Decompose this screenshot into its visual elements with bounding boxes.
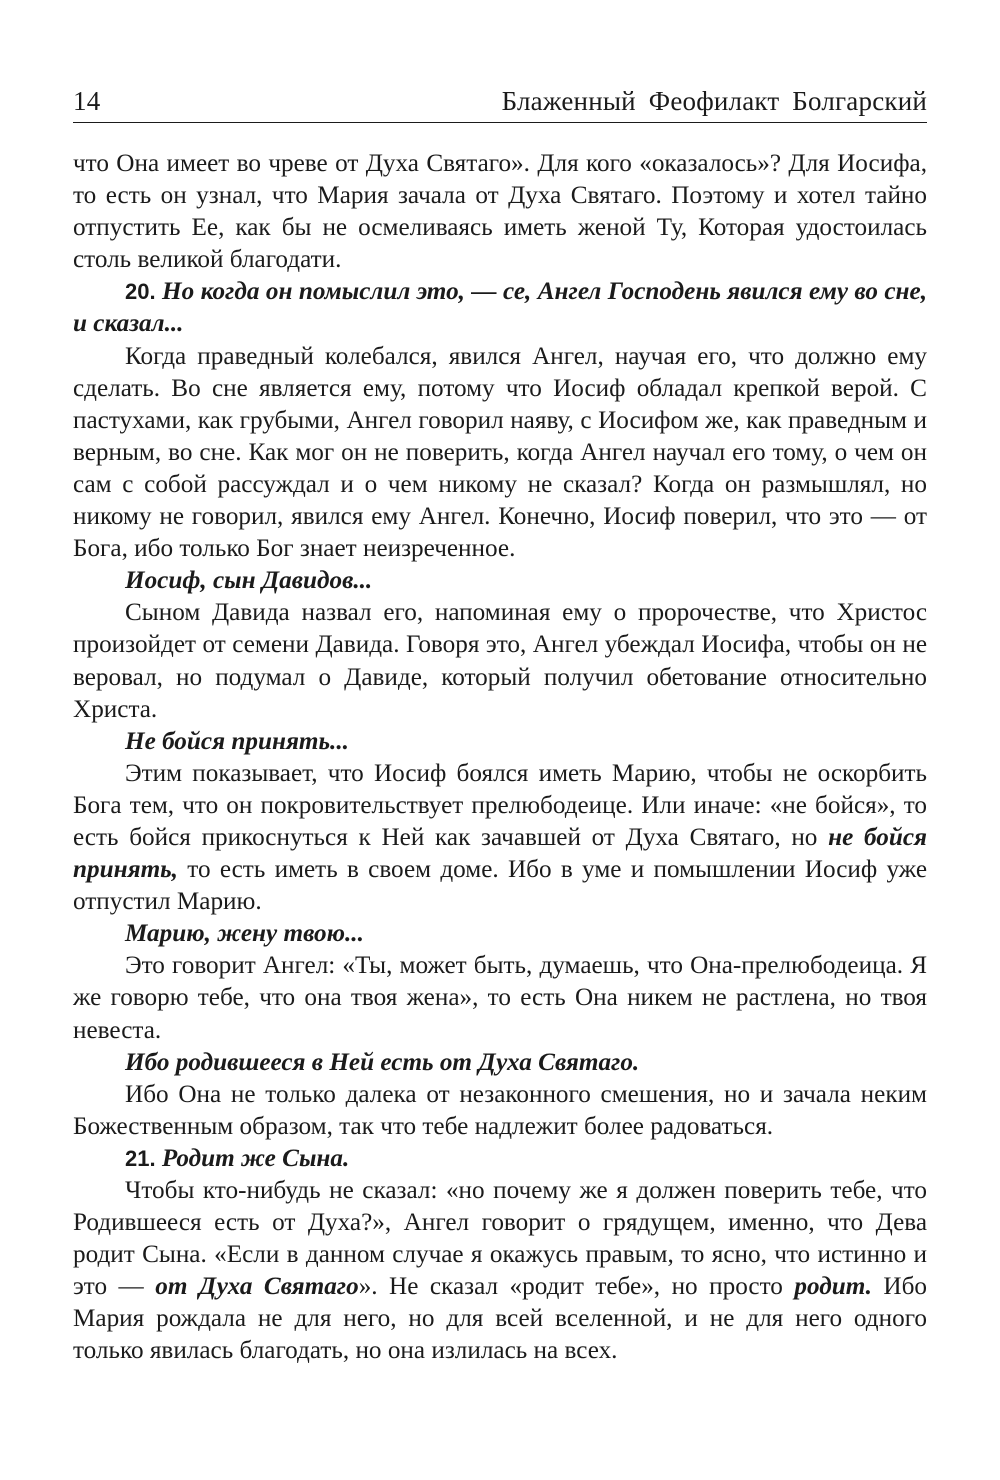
paragraph-4-part-a: Этим показывает, что Иосиф боялся иметь Марию, чтобы не оскорбить Бога тем, что он покровительствует прелюбодеице. Или иначе: «не бойся», то есть бойся прикоснуться к Ней как зачавшей от Духа Святаго, но [73, 759, 927, 851]
verse-21-text: Родит же Сына. [161, 1144, 350, 1172]
verse-21-lemma [73, 1143, 927, 1175]
paragraph-4-part-b: то есть иметь в своем доме. Ибо в уме и помышлении Иосиф уже отпустил Марию. [73, 856, 927, 916]
running-title: Блаженный Феофилакт Болгарский [501, 86, 927, 116]
verse-21-number: 21. [125, 1145, 156, 1171]
page-number: 14 [73, 86, 101, 116]
paragraph-3: Сыном Давида назвал его, напоминая ему о пророчестве, что Христос произойдет от семени Давида. Говоря это, Ангел убеждал Иосифа, чтобы он не веровал, но подумал о Давиде, который получил обетование относительно Христа. [73, 599, 927, 723]
lemma-mary-your-wife: Марию, жену твою... [125, 920, 364, 948]
verse-20-lemma [73, 276, 927, 340]
paragraph-7-part-c: Ибо Мария рождала не для него, но для всей вселенной, и не для него одного только явилась благодать, но она излилась на всех. [73, 1273, 928, 1365]
paragraph-7-emphasis-2: родит. [794, 1273, 872, 1301]
paragraph-1: что Она имеет во чреве от Духа Святаго». Для кого «оказалось»? Для Иосифа, то есть он узнал, что Мария зачала от Духа Святаго. Поэтому и хотел тайно отпустить Ее, как бы не осмеливаясь иметь женой Ту, Которая удостоилась столь великой благодати. [73, 150, 927, 274]
paragraph-7-emphasis-1: от Духа Святаго [155, 1273, 359, 1301]
lemma-born-of-spirit: Ибо родившееся в Ней есть от Духа Святаго. [125, 1048, 640, 1076]
verse-20-number: 20. [125, 279, 156, 305]
verse-20-text: Но когда он помыслил это, — се, Ангел Господень явился ему во сне, и сказал... [73, 278, 928, 338]
paragraph-2: Когда праведный колебался, явился Ангел, научая его, что должно ему сделать. Во сне является ему, потому что Иосиф обладал крепкой верой. С пастухами, как грубыми, Ангел говорил наяву, с Иосифом же, как праведным и верным, во сне. Как мог он не поверить, когда Ангел научал его тому, о чем он сам с собой рассуждал и о чем никому не сказал? Когда он размышлял, но никому не говорил, явился ему Ангел. Конечно, Иосиф поверил, что это — от Бога, ибо только Бог знает неизреченное. [73, 342, 927, 563]
lemma-do-not-fear: Не бойся принять... [125, 727, 349, 755]
book-page [73, 84, 927, 1368]
lemma-iosif-son-david: Иосиф, сын Давидов... [125, 567, 373, 595]
paragraph-7 [73, 1175, 927, 1368]
paragraph-4 [73, 758, 927, 918]
running-header [73, 84, 927, 123]
paragraph-6: Ибо Она не только далека от незаконного смешения, но и зачала неким Божественным образом, так что тебе надлежит более радоваться. [73, 1080, 927, 1140]
paragraph-7-part-a: Чтобы кто-нибудь не сказал: «но почему же я должен поверить тебе, что Родившееся есть от Духа?», Ангел говорит о грядущем, именно, что Дева родит Сына. «Если в данном случае я окажусь правым, то ясно, что истинно и это — [73, 1177, 927, 1301]
paragraph-5: Это говорит Ангел: «Ты, может быть, думаешь, что Она-прелюбодеица. Я же говорю тебе, что она твоя жена», то есть Она никем не растлена, но твоя невеста. [73, 952, 927, 1044]
paragraph-7-part-b: ». Не сказал «родит тебе», но просто [358, 1273, 783, 1301]
page-body [73, 148, 927, 1368]
paragraph-4-emphasis: не бойся принять, [73, 823, 927, 884]
